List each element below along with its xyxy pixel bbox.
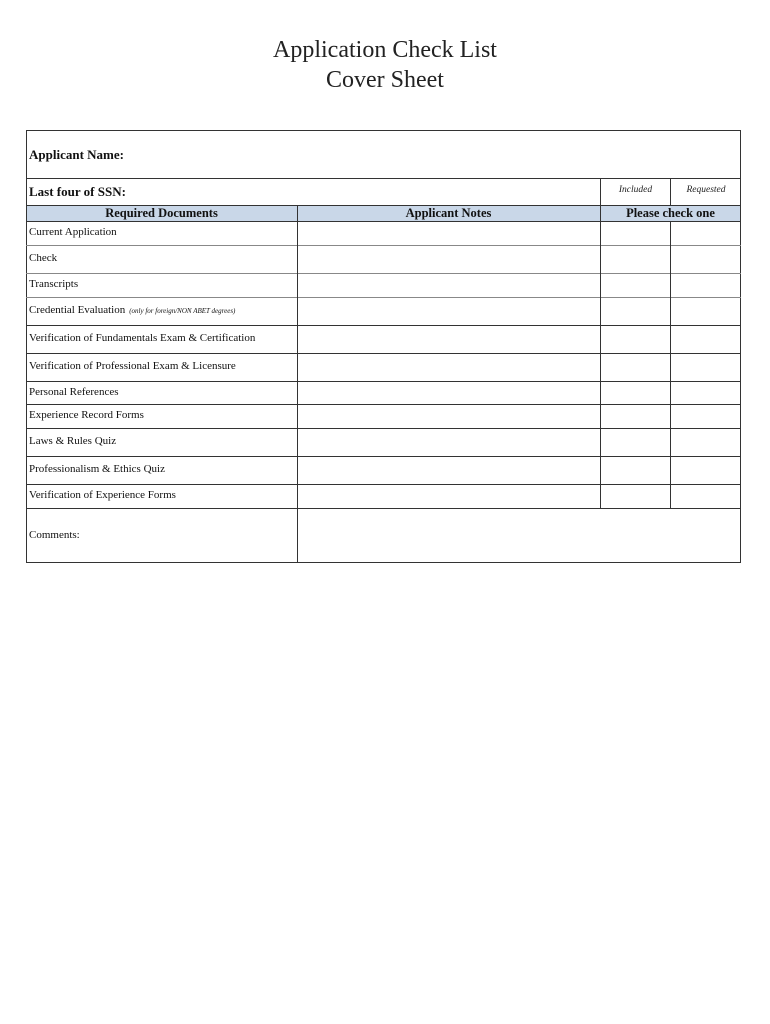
- document-name: Verification of Experience Forms: [29, 489, 176, 501]
- applicant-notes-field[interactable]: [298, 405, 600, 428]
- document-name: Verification of Fundamentals Exam & Certification: [29, 332, 256, 344]
- applicant-notes-field[interactable]: [298, 485, 600, 508]
- column-header-notes: Applicant Notes: [405, 206, 492, 220]
- requested-checkbox[interactable]: [671, 246, 740, 273]
- row-label: [29, 332, 255, 344]
- row-label: [29, 278, 78, 290]
- included-checkbox[interactable]: [601, 246, 670, 273]
- page-title: Application Check List: [273, 37, 497, 63]
- document-name: Current Application: [29, 226, 117, 238]
- document-name: Transcripts: [29, 278, 79, 290]
- included-checkbox[interactable]: [601, 485, 670, 508]
- document-name: Check: [29, 252, 58, 264]
- row-label: [29, 463, 165, 475]
- requested-checkbox[interactable]: [671, 354, 740, 381]
- requested-checkbox[interactable]: [671, 382, 740, 404]
- ssn-field[interactable]: [140, 180, 595, 202]
- applicant-notes-field[interactable]: [298, 298, 600, 325]
- requested-checkbox[interactable]: [671, 457, 740, 484]
- included-checkbox[interactable]: [601, 429, 670, 456]
- applicant-notes-field[interactable]: [298, 246, 600, 273]
- row-label: [29, 360, 236, 372]
- page-subtitle: Cover Sheet: [326, 67, 444, 93]
- document-name: Professionalism & Ethics Quiz: [29, 463, 165, 475]
- document-note: (only for foreign/NON ABET degrees): [129, 307, 236, 315]
- included-checkbox[interactable]: [601, 298, 670, 325]
- included-checkbox[interactable]: [601, 326, 670, 353]
- document-name: Experience Record Forms: [29, 409, 144, 421]
- row-label: [29, 304, 235, 316]
- applicant-notes-field[interactable]: [298, 354, 600, 381]
- requested-label: Requested: [686, 185, 726, 195]
- requested-checkbox[interactable]: [671, 429, 740, 456]
- included-checkbox[interactable]: [601, 274, 670, 297]
- divider: [26, 178, 741, 179]
- row-label: [29, 226, 117, 238]
- column-divider: [670, 178, 671, 205]
- document-name: Verification of Professional Exam & Licensure: [29, 360, 236, 372]
- applicant-notes-field[interactable]: [298, 274, 600, 297]
- requested-checkbox[interactable]: [671, 274, 740, 297]
- applicant-name-label: Applicant Name:: [29, 147, 124, 162]
- document-name: Credential Evaluation: [29, 304, 126, 316]
- row-label: [29, 409, 144, 421]
- comments-field[interactable]: [298, 508, 740, 562]
- included-checkbox[interactable]: [601, 457, 670, 484]
- row-label: [29, 386, 119, 398]
- included-checkbox[interactable]: [601, 222, 670, 245]
- column-divider: [600, 178, 601, 508]
- row-label: [29, 252, 57, 264]
- applicant-notes-field[interactable]: [298, 457, 600, 484]
- requested-checkbox[interactable]: [671, 405, 740, 428]
- row-label: [29, 435, 116, 447]
- included-checkbox[interactable]: [601, 354, 670, 381]
- applicant-notes-field[interactable]: [298, 382, 600, 404]
- row-label: [29, 489, 176, 501]
- requested-checkbox[interactable]: [671, 485, 740, 508]
- applicant-notes-field[interactable]: [298, 429, 600, 456]
- column-header-check: Please check one: [626, 206, 715, 220]
- column-header-documents: Required Documents: [105, 206, 218, 220]
- comments-label: Comments:: [29, 529, 80, 541]
- applicant-notes-field[interactable]: [298, 326, 600, 353]
- included-checkbox[interactable]: [601, 382, 670, 404]
- document-name: Personal References: [29, 386, 119, 398]
- document-name: Laws & Rules Quiz: [29, 435, 117, 447]
- column-divider: [670, 221, 671, 508]
- applicant-notes-field[interactable]: [298, 222, 600, 245]
- requested-checkbox[interactable]: [671, 326, 740, 353]
- ssn-label: Last four of SSN:: [29, 184, 126, 199]
- applicant-name-field[interactable]: [140, 140, 738, 174]
- included-label: Included: [618, 185, 653, 195]
- included-checkbox[interactable]: [601, 405, 670, 428]
- requested-checkbox[interactable]: [671, 222, 740, 245]
- requested-checkbox[interactable]: [671, 298, 740, 325]
